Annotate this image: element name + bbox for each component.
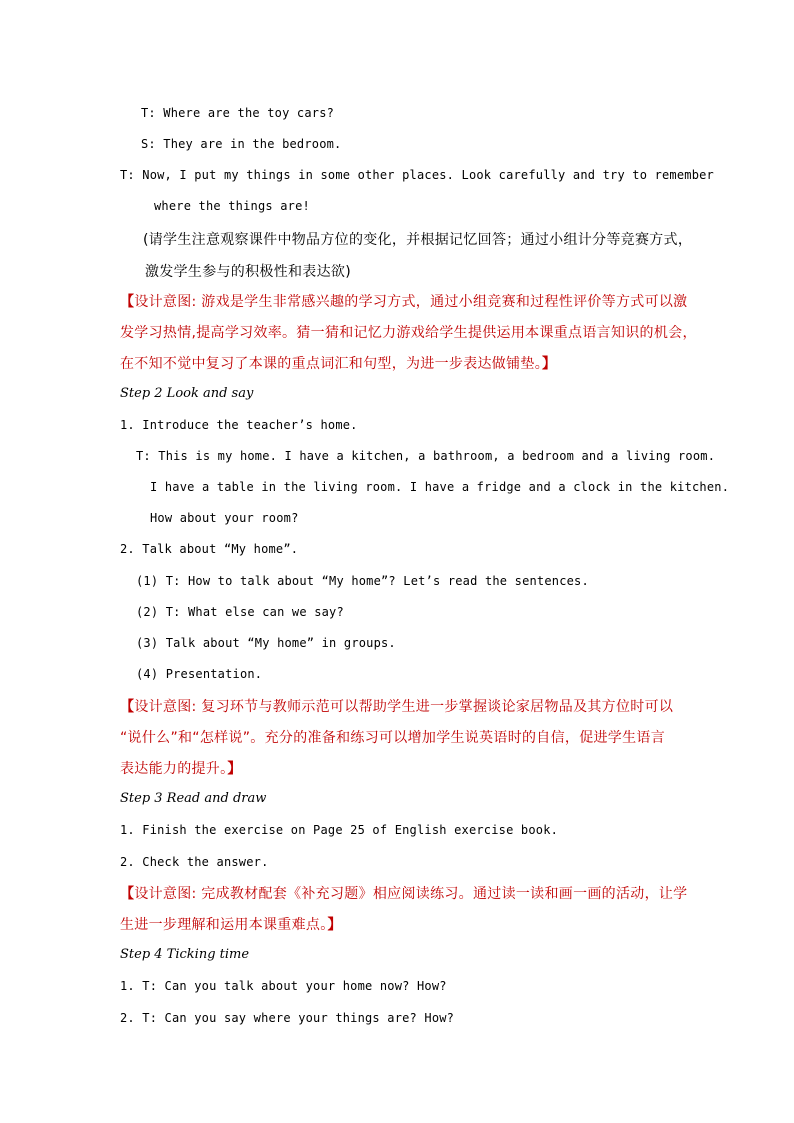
design-intent-text: 在不知不觉中复习了本课的重点词汇和句型，为进一步表达做铺垫。	[120, 356, 542, 372]
list-item: 2. T: Can you say where your things are? How?	[120, 1011, 455, 1025]
design-intent-line: 发学习热情,提高学习效率。猜一猜和记忆力游戏给学生提供运用本课重点语言知识的机会，	[120, 325, 697, 341]
close-bracket: 】	[327, 917, 342, 933]
dialog-line: where the things are!	[154, 199, 310, 213]
sub-item: (4) Presentation.	[136, 667, 263, 681]
close-bracket: 】	[227, 761, 242, 777]
open-bracket: 【	[120, 294, 135, 310]
sub-item: (1) T: How to talk about “My home”? Let’s read the sentences.	[136, 574, 589, 588]
open-bracket: 【	[120, 886, 135, 902]
step-heading: Step 3 Read and draw	[120, 791, 267, 806]
dialog-line: How about your room?	[150, 511, 299, 525]
teaching-note: 激发学生参与的积极性和表达欲)	[145, 264, 351, 280]
dialog-line: T: This is my home. I have a kitchen, a bathroom, a bedroom and a living room.	[136, 449, 716, 463]
design-intent-line	[120, 758, 242, 778]
design-intent-text: 表达能力的提升。	[120, 761, 228, 777]
open-bracket: 【	[120, 699, 135, 715]
list-item: 1. Introduce the teacher’s home.	[120, 418, 358, 432]
dialog-line: T: Now, I put my things in some other places. Look carefully and try to remember	[120, 168, 714, 182]
design-intent-line	[120, 883, 687, 903]
list-item: 1. Finish the exercise on Page 25 of English exercise book.	[120, 823, 559, 837]
design-intent-line	[120, 291, 687, 311]
design-intent-text: 生进一步理解和运用本课重难点。	[120, 917, 328, 933]
design-intent-line: “说什么”和“怎样说”。充分的准备和练习可以增加学生说英语时的自信，促进学生语言	[120, 730, 666, 746]
design-intent-text: 设计意图: 复习环节与教师示范可以帮助学生进一步掌握谈论家居物品及其方位时可以	[134, 699, 674, 715]
dialog-line: T: Where are the toy cars?	[141, 106, 335, 120]
design-intent-line	[120, 353, 556, 373]
dialog-line: I have a table in the living room. I have a fridge and a clock in the kitchen.	[150, 480, 730, 494]
list-item: 1. T: Can you talk about your home now? How?	[120, 979, 447, 993]
sub-item: (2) T: What else can we say?	[136, 605, 344, 619]
step-heading: Step 4 Ticking time	[120, 947, 250, 962]
design-intent-line	[120, 696, 673, 716]
sub-item: (3) Talk about “My home” in groups.	[136, 636, 396, 650]
design-intent-text: 设计意图: 完成教材配套《补充习题》相应阅读练习。通过读一读和画一画的活动，让学	[134, 886, 688, 902]
teaching-note: (请学生注意观察课件中物品方位的变化，并根据记忆回答；通过小组计分等竞赛方式，	[143, 232, 693, 248]
list-item: 2. Talk about “My home”.	[120, 542, 299, 556]
design-intent-text: 设计意图: 游戏是学生非常感兴趣的学习方式，通过小组竞赛和过程性评价等方式可以激	[134, 294, 688, 310]
design-intent-line	[120, 914, 342, 934]
close-bracket: 】	[542, 356, 557, 372]
dialog-line: S: They are in the bedroom.	[141, 137, 342, 151]
step-heading: Step 2 Look and say	[120, 386, 254, 401]
list-item: 2. Check the answer.	[120, 855, 269, 869]
